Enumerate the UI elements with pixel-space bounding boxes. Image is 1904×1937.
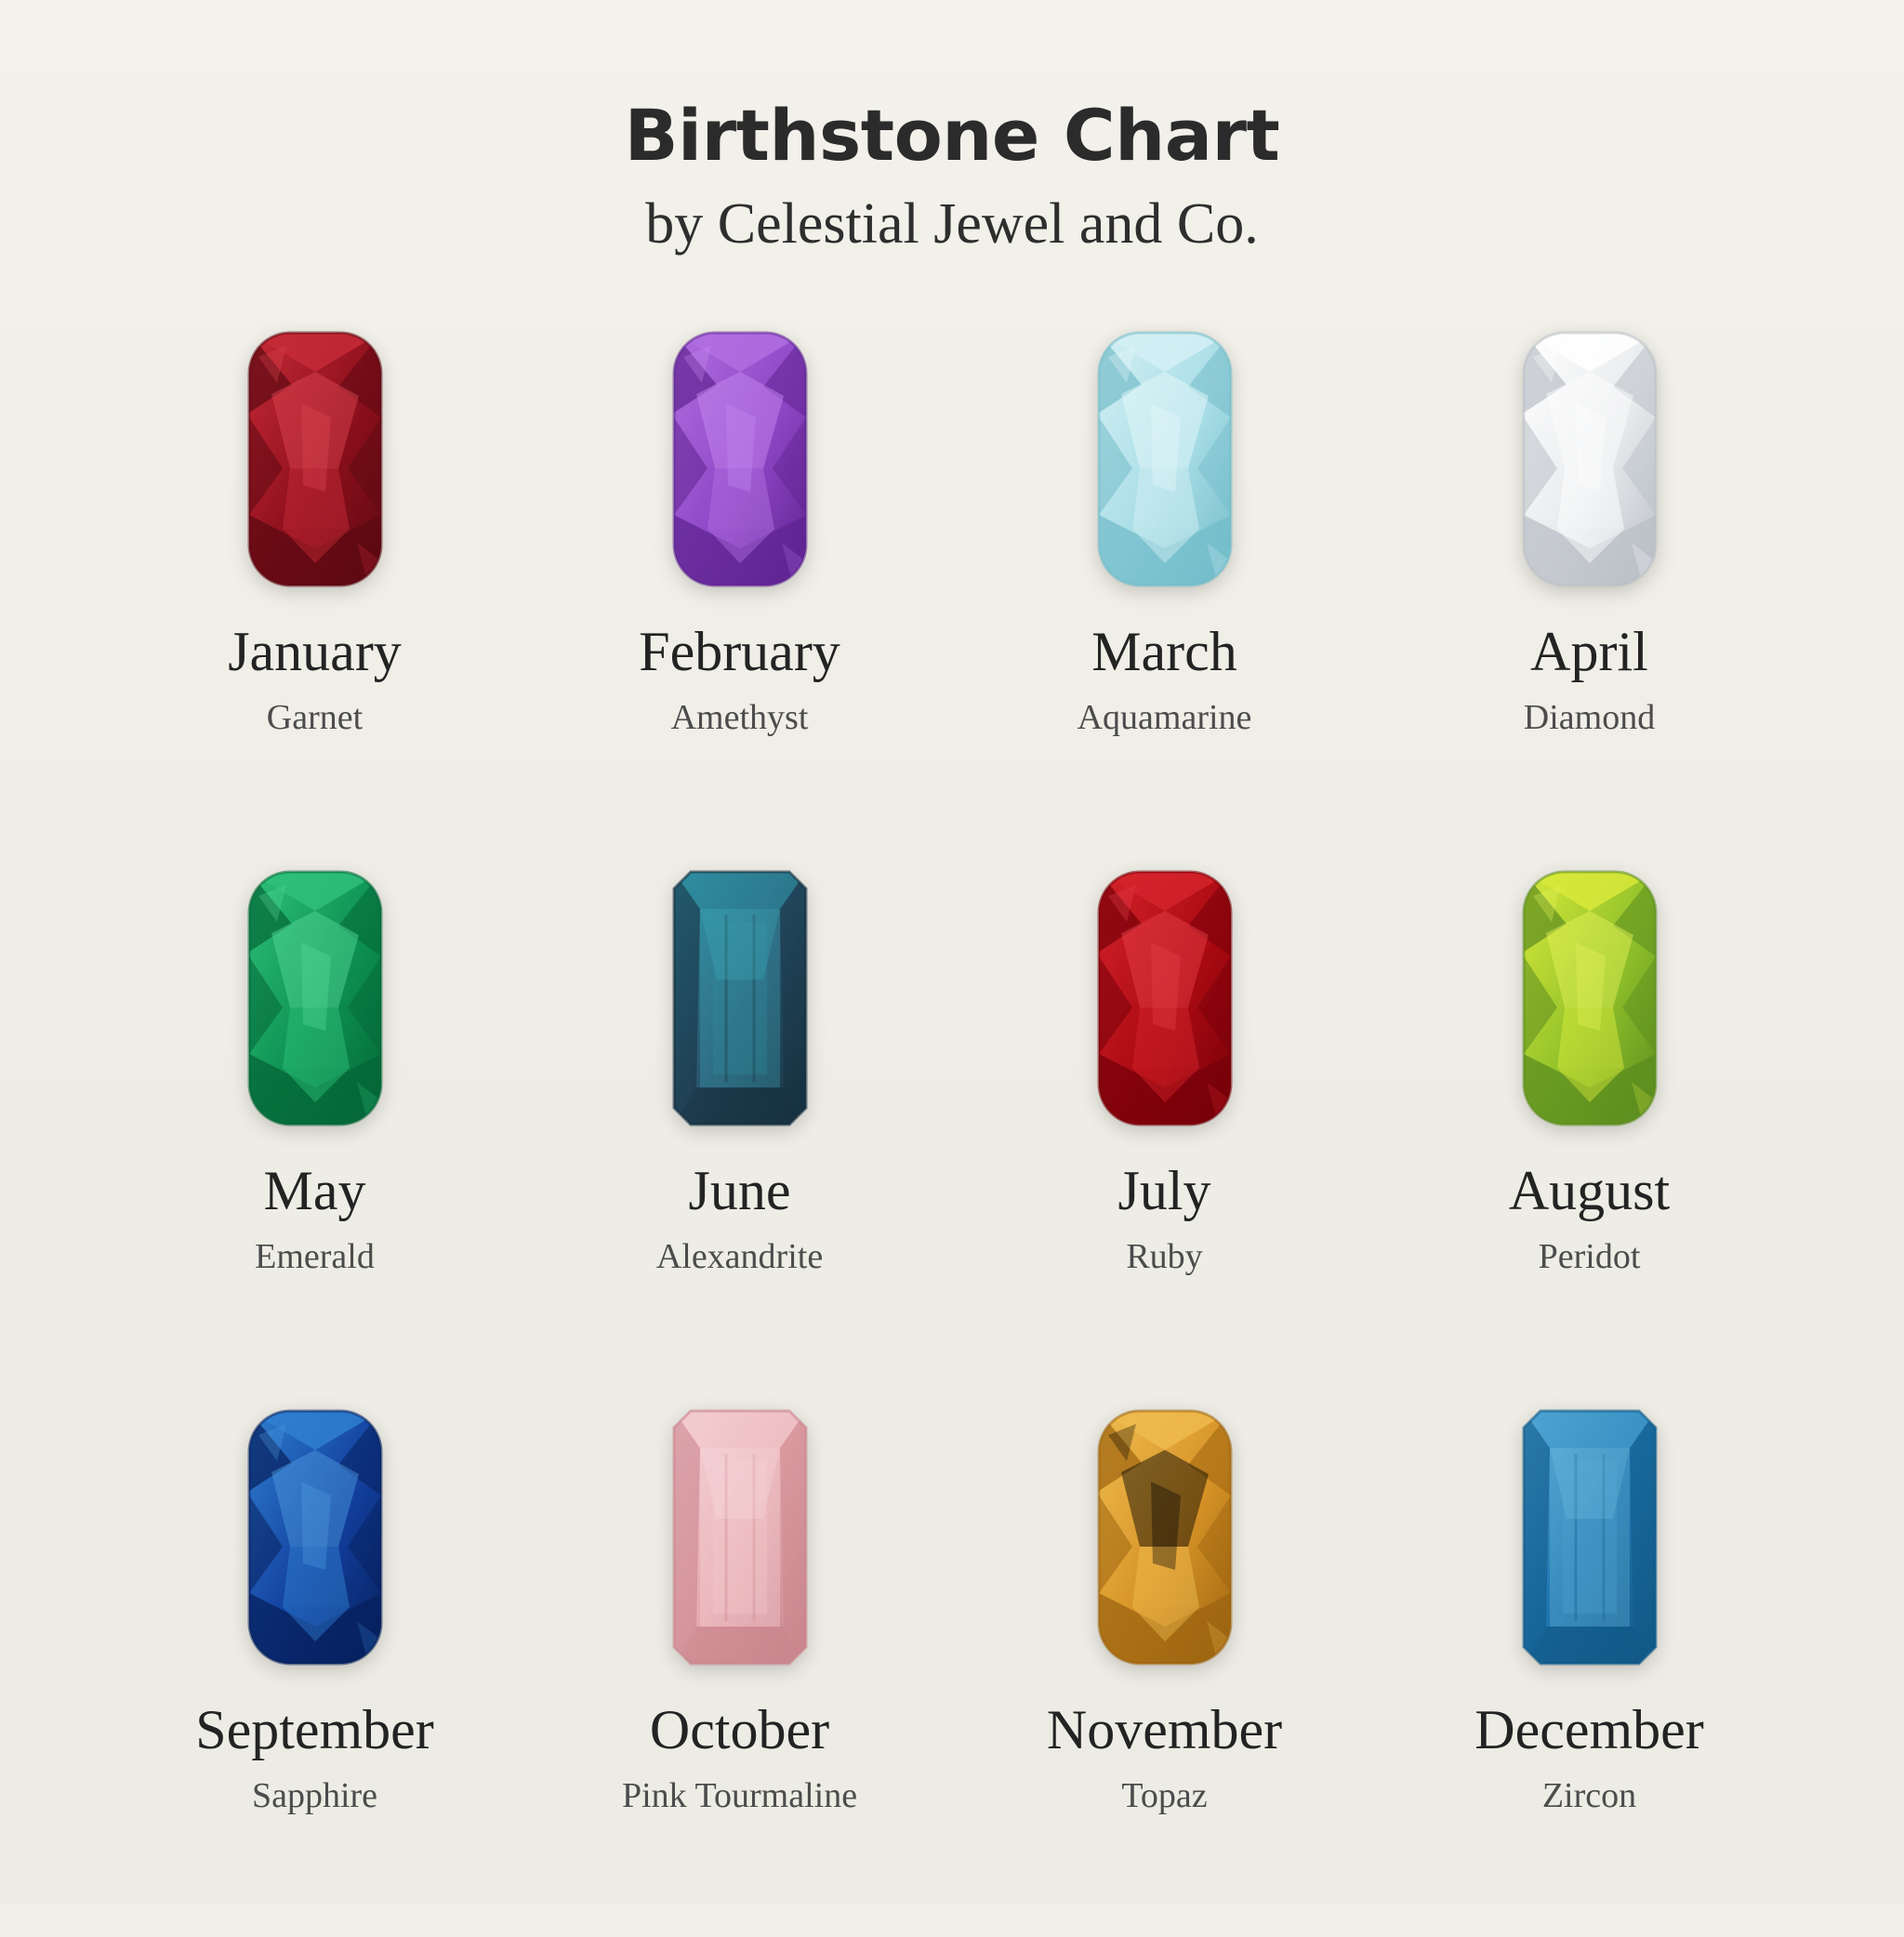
stone-label: Diamond [1523, 698, 1656, 737]
month-label: December [1474, 1699, 1704, 1760]
stone-label: Topaz [1121, 1776, 1208, 1815]
birthstone-cell [952, 1398, 1377, 1937]
month-label: March [1091, 621, 1237, 682]
birthstone-cell [952, 320, 1377, 859]
stone-label: Ruby [1126, 1237, 1203, 1276]
month-label: January [228, 621, 402, 682]
month-label: June [688, 1160, 791, 1221]
birthstone-cell [527, 859, 952, 1398]
gem-icon [1520, 329, 1659, 589]
gem-image-wrap [1520, 1398, 1659, 1677]
gem-icon [1095, 329, 1235, 589]
gem-icon [1520, 1407, 1659, 1667]
gem-image-wrap [670, 320, 810, 599]
birthstone-cell [1377, 1398, 1802, 1937]
month-label: August [1508, 1160, 1671, 1221]
month-label: May [263, 1160, 366, 1221]
birthstone-cell [527, 1398, 952, 1937]
stone-label: Pink Tourmaline [621, 1776, 858, 1815]
gem-image-wrap [245, 859, 385, 1138]
birthstone-grid [0, 320, 1904, 1937]
gem-icon [1095, 868, 1235, 1128]
month-label: April [1530, 621, 1648, 682]
page-subtitle: by Celestial Jewel and Co. [645, 192, 1259, 256]
gem-image-wrap [1095, 859, 1235, 1138]
stone-label: Sapphire [251, 1776, 378, 1815]
month-label: September [195, 1699, 434, 1760]
gem-icon [1520, 868, 1659, 1128]
stone-label: Garnet [266, 698, 364, 737]
gem-image-wrap [1095, 1398, 1235, 1677]
stone-label: Emerald [255, 1237, 375, 1276]
gem-image-wrap [1520, 320, 1659, 599]
page-title: Birthstone Chart [624, 94, 1280, 177]
birthstone-cell [102, 1398, 527, 1937]
gem-icon [245, 1407, 385, 1667]
gem-image-wrap [670, 1398, 810, 1677]
stone-label: Zircon [1541, 1776, 1637, 1815]
gem-image-wrap [245, 320, 385, 599]
birthstone-cell [1377, 859, 1802, 1398]
birthstone-cell [102, 320, 527, 859]
gem-icon [670, 329, 810, 589]
gem-icon [1095, 1407, 1235, 1667]
gem-image-wrap [1095, 320, 1235, 599]
birthstone-cell [1377, 320, 1802, 859]
month-label: February [639, 621, 840, 682]
stone-label: Amethyst [670, 698, 809, 737]
gem-icon [245, 329, 385, 589]
birthstone-cell [102, 859, 527, 1398]
month-label: November [1046, 1699, 1283, 1760]
gem-image-wrap [1520, 859, 1659, 1138]
gem-image-wrap [245, 1398, 385, 1677]
stone-label: Peridot [1538, 1237, 1641, 1276]
birthstone-cell [952, 859, 1377, 1398]
month-label: October [649, 1699, 830, 1760]
birthstone-cell [527, 320, 952, 859]
stone-label: Alexandrite [655, 1237, 824, 1276]
gem-icon [670, 1407, 810, 1667]
gem-icon [245, 868, 385, 1128]
gem-image-wrap [670, 859, 810, 1138]
month-label: July [1117, 1160, 1211, 1221]
gem-icon [670, 868, 810, 1128]
stone-label: Aquamarine [1077, 698, 1252, 737]
chart-header [0, 0, 1904, 256]
